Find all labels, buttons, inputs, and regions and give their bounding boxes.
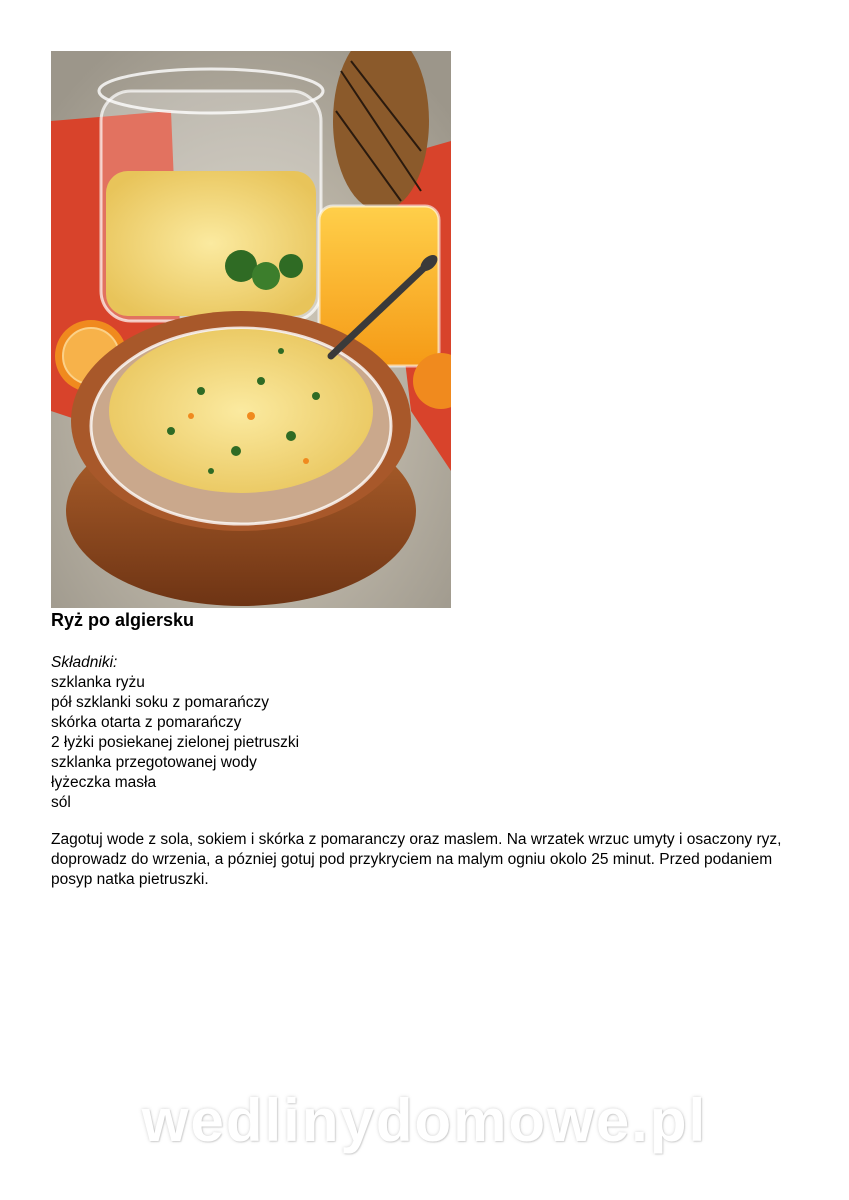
recipe-title: Ryż po algiersku [51, 610, 195, 630]
ingredient-item: 2 łyżki posiekanej zielonej pietruszki [51, 734, 300, 751]
ingredient-item: szklanka ryżu [51, 674, 145, 691]
ingredient-item: sól [51, 794, 71, 811]
ingredient-item: łyżeczka masła [51, 774, 157, 791]
recipe-instructions: Zagotuj wode z sola, sokiem i skórka z pomaranczy oraz maslem. Na wrzatek wrzuc umyty i osaczony ryz, doprowadz do wrzenia, a pózniej gotuj pod przykryciem na malym ogniu okolo 25 minut. Przed podaniem posyp natka pietruszki. [51, 831, 782, 888]
ingredients-list [51, 673, 299, 813]
recipe-photo [51, 51, 451, 608]
ingredients-label: Składniki: [51, 654, 118, 671]
ingredients-section [51, 653, 299, 813]
site-watermark: wedlinydomowe.pl [141, 1087, 708, 1154]
ingredient-item: pół szklanki soku z pomarańczy [51, 694, 269, 711]
ingredient-item: skórka otarta z pomarańczy [51, 714, 242, 731]
ingredient-item: szklanka przegotowanej wody [51, 754, 257, 771]
